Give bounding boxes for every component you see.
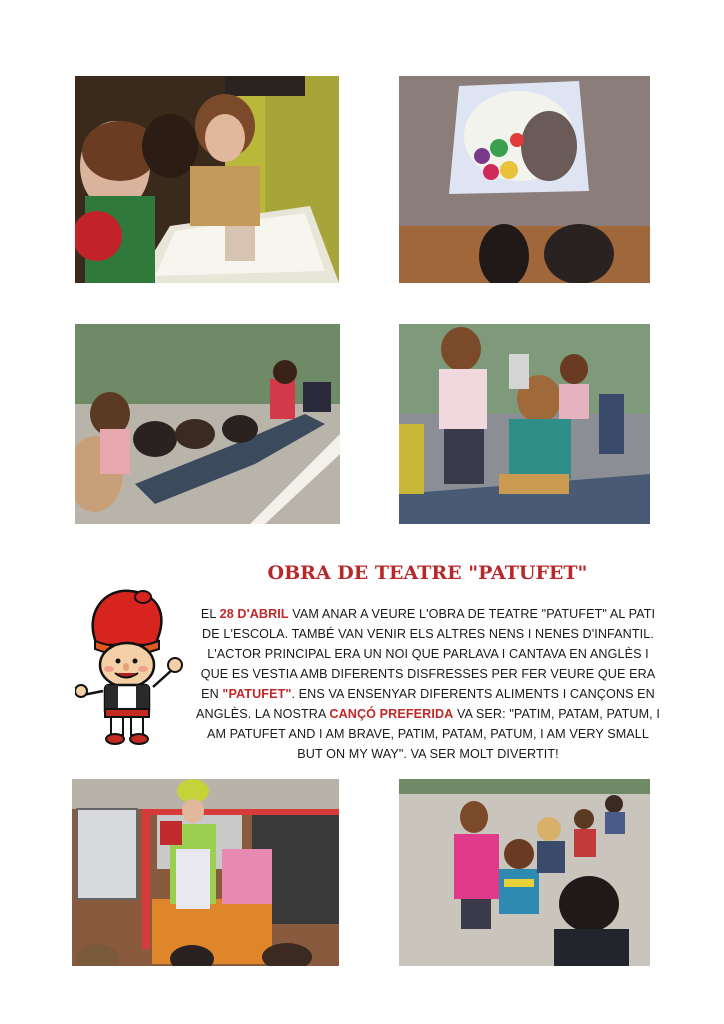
patufet-mascot-icon [75,583,185,753]
highlight-name: "PATUFET" [222,687,292,701]
children-audience-photo [399,779,650,966]
story-paragraph [196,604,660,764]
children-drawing-floor-photo [75,324,340,524]
paragraph-text: EL [200,607,220,621]
page-title: OBRA DE TEATRE "PATUFET" [267,562,588,584]
light-table-photo [75,76,339,283]
paragraph-text: VA SER: "PATIM, PATAM, PATUM, I AM PATUFET AND I AM BRAVE, PATIM, PATAM, PATUM, I AM VERY SMALL BUT ON MY WAY". VA SER MOLT DIVERTIT! [206,707,660,761]
paragraph-text: VAM ANAR A VEURE L'OBRA DE TEATRE "PATUFET" AL PATI DE L'ESCOLA. TAMBÉ VAN VENIR ELS ALTRES NENS I NENES D'INFANTIL. L'ACTOR PRINCIPAL ERA UN NOI QUE PARLAVA I CANTAVA EN ANGLÈS I QUE ES VESTIA AMB DIFERENTS DISFRESSES PER FER VEURE QUE ERA EN [200,607,656,701]
highlight-date: 28 D'ABRIL [219,607,289,621]
paragraph-text: . ENS VA ENSENYAR DIFERENTS ALIMENTS I CANÇONS EN ANGLÈS. LA NOSTRA [196,687,655,721]
shadow-projection-photo [399,76,650,283]
actor-puppet-stage-photo [72,779,339,966]
highlight-song: CANÇÓ PREFERIDA [329,707,454,721]
children-sitting-mat-photo [399,324,650,524]
